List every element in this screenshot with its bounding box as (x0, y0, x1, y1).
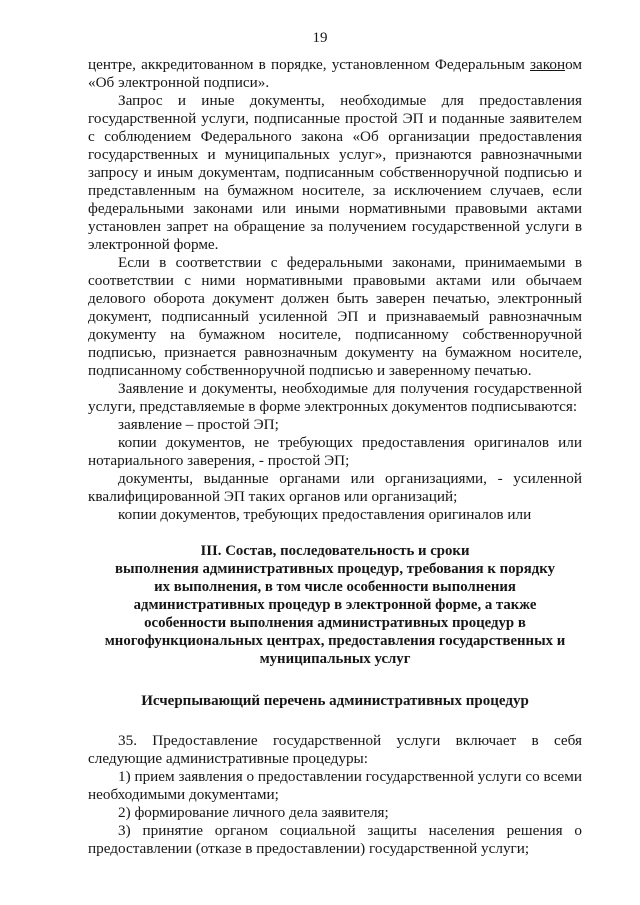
section-title-line: III. Состав, последовательность и сроки (200, 543, 470, 559)
list-paragraph: 35. Предоставление государственной услуги включает в себя следующие административные процедуры: (88, 732, 582, 767)
paragraph: заявление – простой ЭП; (118, 416, 279, 433)
paragraph: Если в соответствии с федеральными законами, принимаемыми в соответствии с ними нормативными правовыми актами или обычаем делового оборота документ должен быть заверен печатью, электронный документ, подписанный усиленной ЭП и признаваемый равнозначным документу на бумажном носителе, подписанному собственноручной подписью, признается равнозначным документу на бумажном носителе, подписанному собственноручной подписью и заверенному печатью. (88, 254, 582, 379)
subsection-title: Исчерпывающий перечень административных процедур (141, 693, 529, 709)
section-title-line: многофункциональных центрах, предоставления государственных и (104, 633, 566, 649)
paragraph (88, 56, 582, 92)
text-segment: ом «Об электронной подписи». (88, 56, 582, 91)
list-item: 3) принятие органом социальной защиты населения решения о предоставлении (отказе в предоставлении) государственной услуги; (88, 822, 582, 857)
page-number: 19 (312, 30, 328, 46)
paragraph: копии документов, требующих предоставления оригиналов или (118, 506, 532, 523)
section-title (88, 542, 582, 668)
paragraph: Запрос и иные документы, необходимые для предоставления государственной услуги, подписанные простой ЭП и поданные заявителем с соблюдением Федерального закона «Об организации предоставления государственных и муниципальных услуг», признаются равнозначными запросу и иным документам, подписанным собственноручной подписью и представленным на бумажном носителе, за исключением случаев, если федеральными законами или иными нормативными правовыми актами установлен запрет на обращение за получением государственной услуги в электронной форме. (88, 92, 582, 253)
section-title-line: административных процедур в электронной форме, а также (133, 597, 537, 613)
section-title-line: выполнения административных процедур, требования к порядку (115, 561, 555, 577)
paragraph: Заявление и документы, необходимые для получения государственной услуги, представляемые в форме электронных документов подписываются: (88, 380, 582, 415)
paragraph: копии документов, не требующих предоставления оригиналов или нотариального заверения, - простой ЭП; (88, 434, 582, 469)
list-item: 2) формирование личного дела заявителя; (118, 804, 389, 821)
section-title-line: особенности выполнения административных процедур в (144, 615, 526, 631)
section-title-line: их выполнения, в том числе особенности выполнения (154, 579, 516, 595)
text-segment: центре, аккредитованном в порядке, установленном Федеральным (88, 56, 530, 73)
section-title-line: муниципальных услуг (259, 651, 411, 667)
paragraph: документы, выданные органами или организациями, - усиленной квалифицированной ЭП таких органов или организаций; (88, 470, 582, 505)
list-item: 1) прием заявления о предоставлении государственной услуги со всеми необходимыми документами; (88, 768, 582, 803)
underlined-text: закон (530, 56, 566, 73)
document-body (88, 56, 582, 858)
